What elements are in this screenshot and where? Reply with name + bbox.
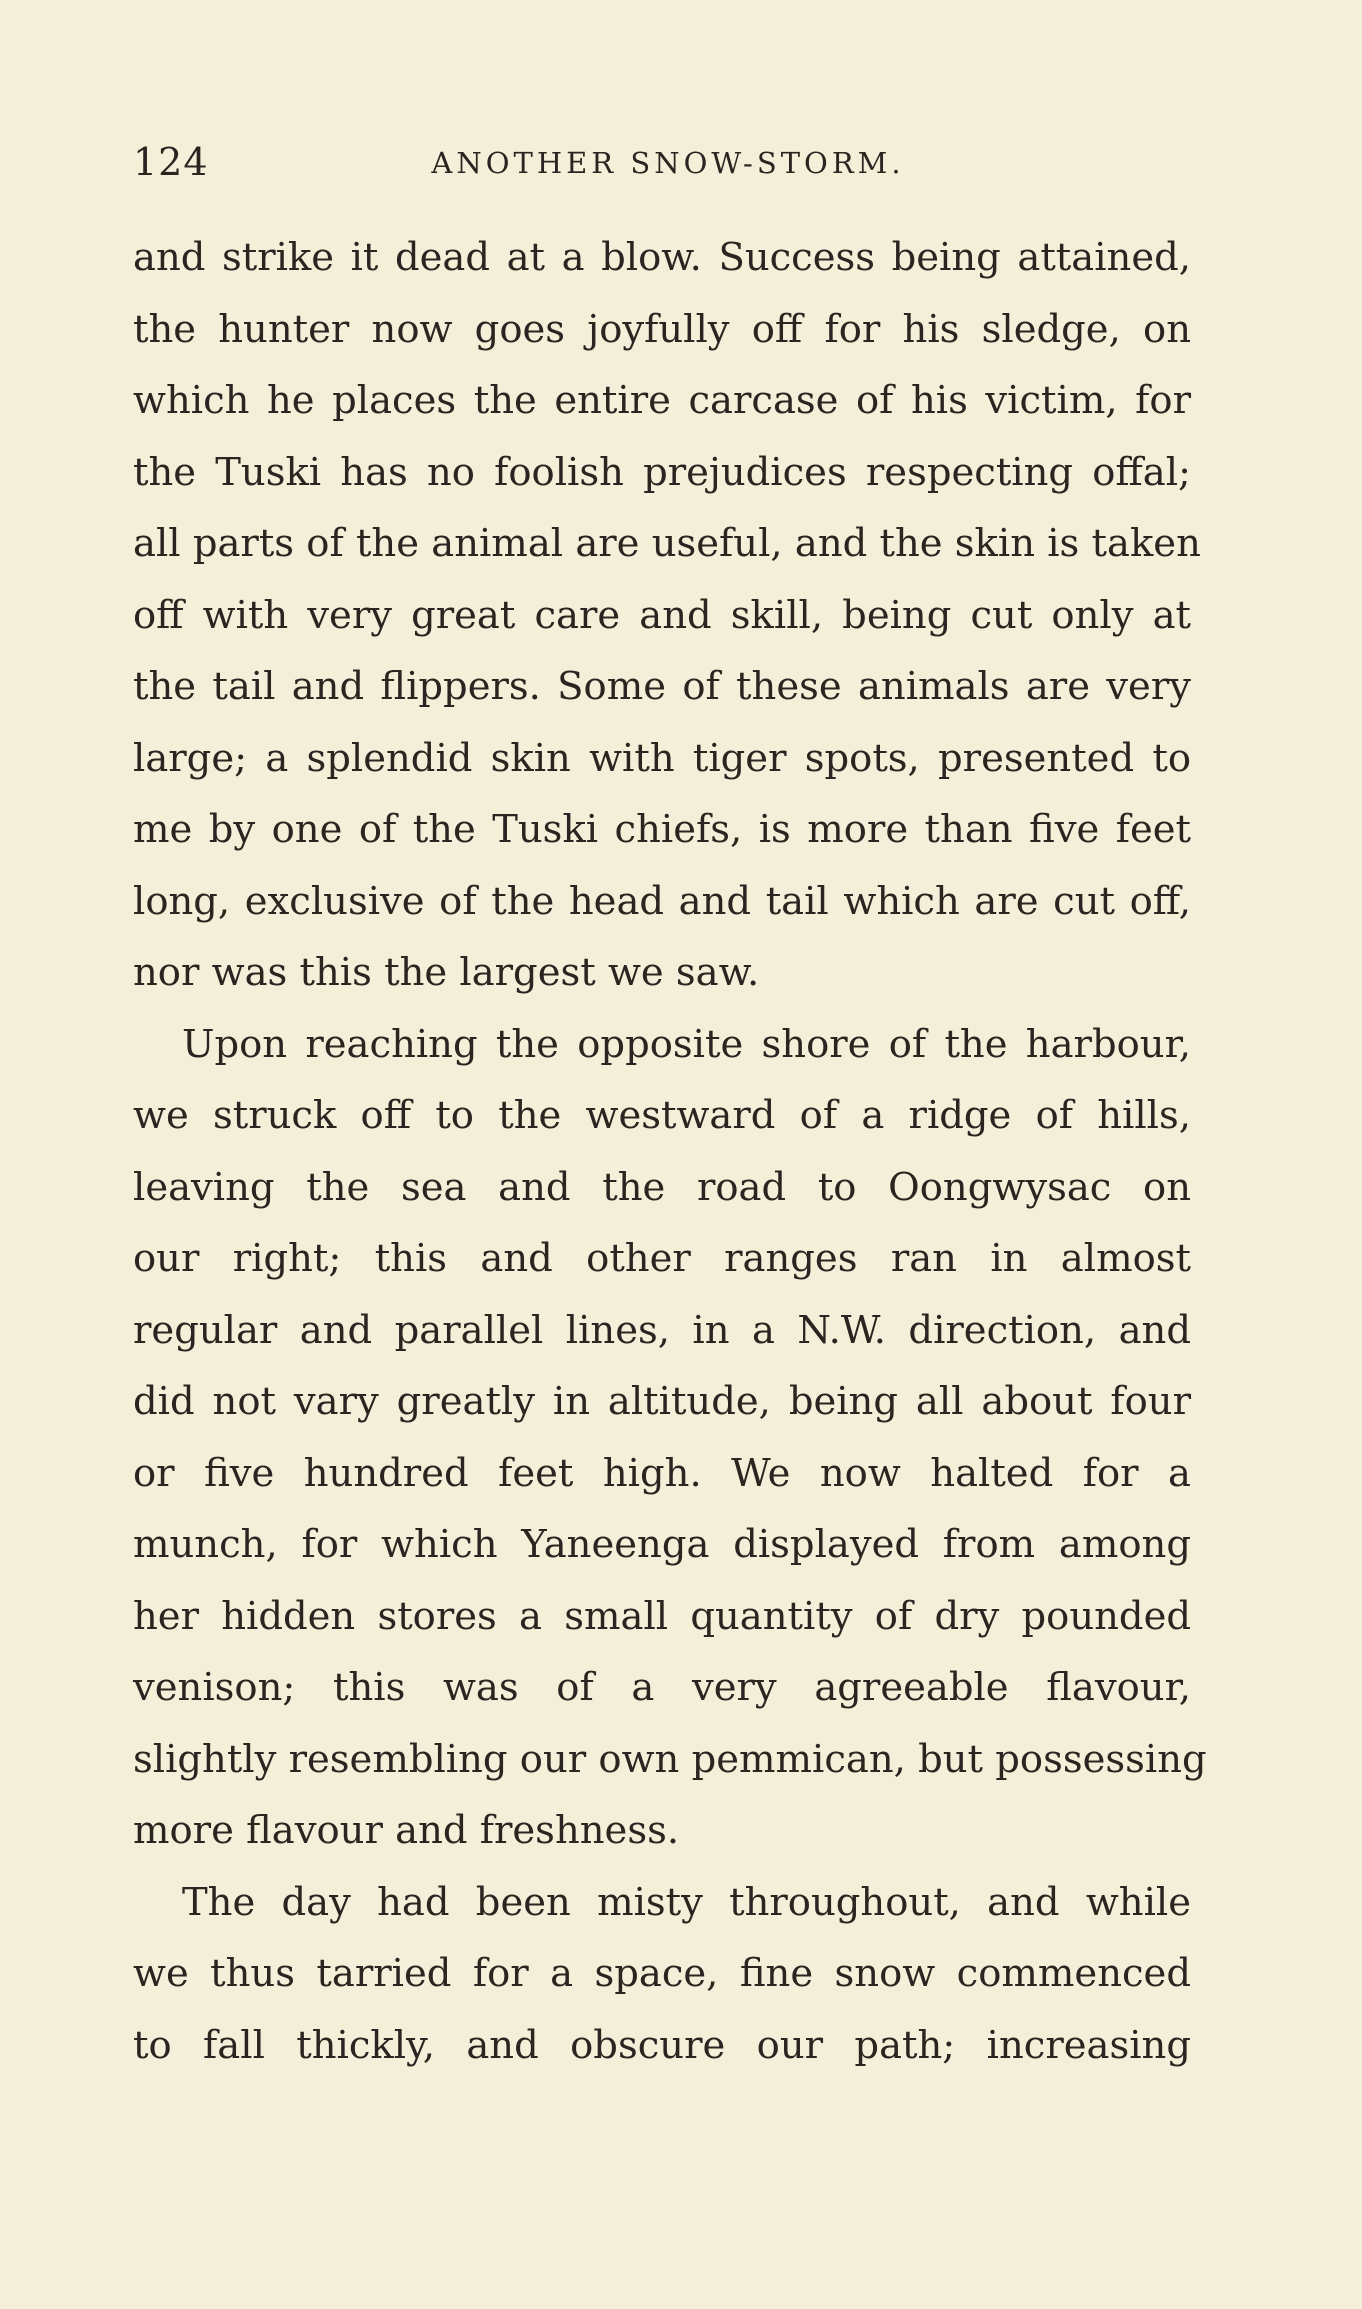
- paragraph-start-line: The day had been misty throughout, and while: [182, 1879, 1191, 1925]
- text-line: our right; this and other ranges ran in almost: [133, 1236, 1191, 1281]
- page-number: 124: [133, 140, 209, 184]
- text-line: or five hundred feet high. We now halted for a: [133, 1450, 1191, 1496]
- text-line: off with very great care and skill, being cut only at: [133, 592, 1191, 638]
- text-line: we struck off to the westward of a ridge of hills,: [133, 1093, 1191, 1138]
- text-line: we thus tarried for a space, fine snow commenced: [133, 1951, 1191, 1996]
- text-line: to fall thickly, and obscure our path; increasing: [133, 2022, 1191, 2068]
- text-line: regular and parallel lines, in a N.W. direction, and: [133, 1307, 1191, 1353]
- text-line: the Tuski has no foolish prejudices respecting offal;: [133, 449, 1191, 495]
- page-header: [133, 140, 1203, 190]
- text-line: the tail and flippers. Some of these animals are very: [133, 664, 1191, 709]
- text-line: all parts of the animal are useful, and the skin is taken: [133, 521, 1201, 566]
- text-line: the hunter now goes joyfully off for his sledge, on: [133, 306, 1191, 352]
- text-line: which he places the entire carcase of his victim, for: [133, 378, 1191, 423]
- text-line: her hidden stores a small quantity of dry pounded: [133, 1593, 1191, 1639]
- text-line: munch, for which Yaneenga displayed from among: [133, 1522, 1191, 1567]
- body-text: [133, 222, 1207, 2081]
- text-line: and strike it dead at a blow. Success being attained,: [133, 235, 1191, 280]
- paragraph-end-line: nor was this the largest we saw.: [133, 950, 760, 995]
- running-title: ANOTHER SNOW-STORM.: [431, 146, 905, 180]
- text-line: large; a splendid skin with tiger spots, presented to: [133, 735, 1191, 781]
- text-line: me by one of the Tuski chiefs, is more than five feet: [133, 807, 1191, 852]
- paragraph-end-line: more flavour and freshness.: [133, 1808, 680, 1853]
- paragraph-start-line: Upon reaching the opposite shore of the harbour,: [182, 1021, 1191, 1067]
- text-line: slightly resembling our own pemmican, but possessing: [133, 1736, 1207, 1782]
- text-line: long, exclusive of the head and tail which are cut off,: [133, 878, 1191, 924]
- text-line: leaving the sea and the road to Oongwysac on: [133, 1164, 1191, 1210]
- text-line: did not vary greatly in altitude, being all about four: [133, 1379, 1191, 1424]
- text-line: venison; this was of a very agreeable flavour,: [133, 1665, 1191, 1710]
